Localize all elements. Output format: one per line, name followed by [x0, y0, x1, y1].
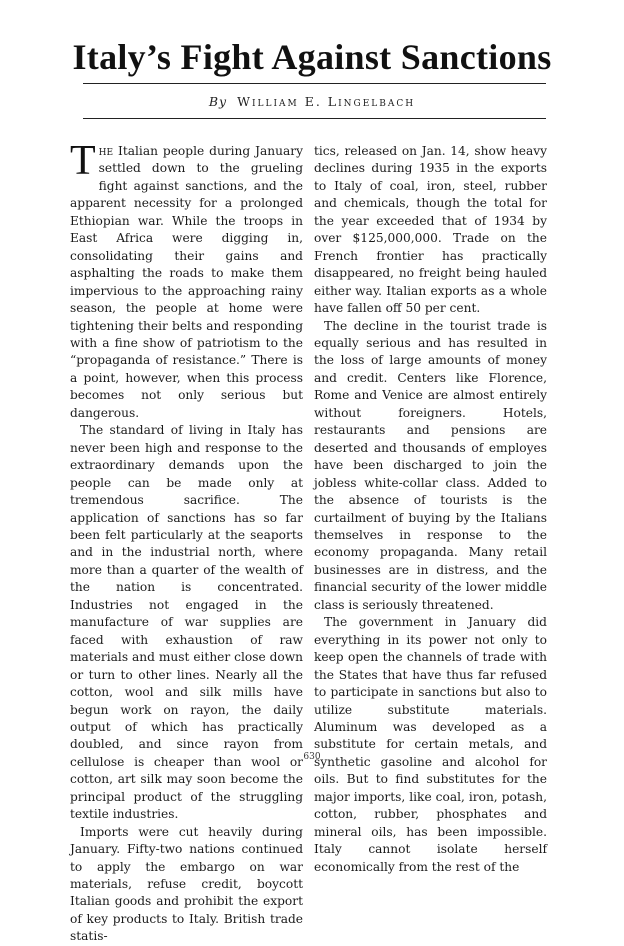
- paragraph-text: Italian people during January settled down to the grueling fight against sanctions, and the apparent necessity for a prolonged Ethiopian war. While the troops in East Africa were digging in, consolidating their gains and asphalting the roads to make them impervious to the approaching rainy season, the people at home were tightening their belts and responding with a fine show of patriotism to the “propaganda of resistance.” There is a point, however, when this process becomes not only serious but dangerous.: [70, 144, 303, 420]
- paragraph: tics, released on Jan. 14, show heavy declines during 1935 in the exports to Italy of coal, iron, steel, rubber and chemicals, though the total for the year exceeded that of 1934 by over $125,000,000. Trade on the French frontier has practically disappeared, no freight being hauled either way. Italian exports as a whole have fallen off 50 per cent.: [314, 144, 547, 316]
- byline-rule-bottom: [83, 118, 546, 119]
- drop-cap: T: [70, 138, 96, 184]
- paragraph: The government in January did everything in its power not only to keep open the channels of trade with the States that have thus far refused to participate in sanctions but also to utilize substitute materials. Aluminum was developed as a substitute for certain metals, and synthetic gasoline and alcohol for oils. But to find substitutes for the major imports, like coal, iron, potash, cotton, rubber, phosphates and mineral oils, has been impossible. Italy cannot isolate herself economically from the rest of the: [314, 615, 547, 874]
- title-rule-top: [83, 83, 546, 84]
- lead-word: he: [98, 144, 114, 158]
- author-name: William E. Lingelbach: [237, 94, 416, 109]
- paragraph: The decline in the tourist trade is equally serious and has resulted in the loss of large amounts of money and credit. Centers like Florence, Rome and Venice are almost entirely without foreigners. Hotels, restaurants and pensions are deserted and thousands of employes have been discharged to join the jobless white-collar class. Added to the absence of tourists is the curtailment of buying by the Italians themselves in response to the economy propaganda. Many retail businesses are in distress, and the financial security of the lower middle class is seriously threatened.: [314, 318, 547, 612]
- byline: [0, 94, 624, 109]
- paragraph: [70, 138, 303, 422]
- right-column: [314, 143, 547, 876]
- byline-prefix: By: [208, 94, 228, 109]
- article-title: Italy’s Fight Against Sanctions: [72, 37, 552, 77]
- paragraph: Imports were cut heavily during January. Fifty-two nations continued to apply the embargo on war materials, refuse credit, boycott Italian goods and prohibit the export of key products to Italy. British trade statis-: [70, 824, 303, 944]
- left-column: [70, 138, 303, 946]
- page-number: 630: [303, 752, 321, 762]
- paragraph: The standard of living in Italy has never been high and response to the extraordinary demands upon the people can be made only at tremendous sacrifice. The application of sanctions has so far been felt particularly at the seaports and in the industrial north, where more than a quarter of the wealth of the nation is concentrated. Industries not engaged in the manufacture of war supplies are faced with exhaustion of raw materials and must either close down or turn to other lines. Nearly all the cotton, wool and silk mills have begun work on rayon, the daily output of which has practically doubled, and since rayon from cellulose is cheaper than wool or cotton, art silk may soon become the principal product of the struggling textile industries.: [70, 423, 303, 822]
